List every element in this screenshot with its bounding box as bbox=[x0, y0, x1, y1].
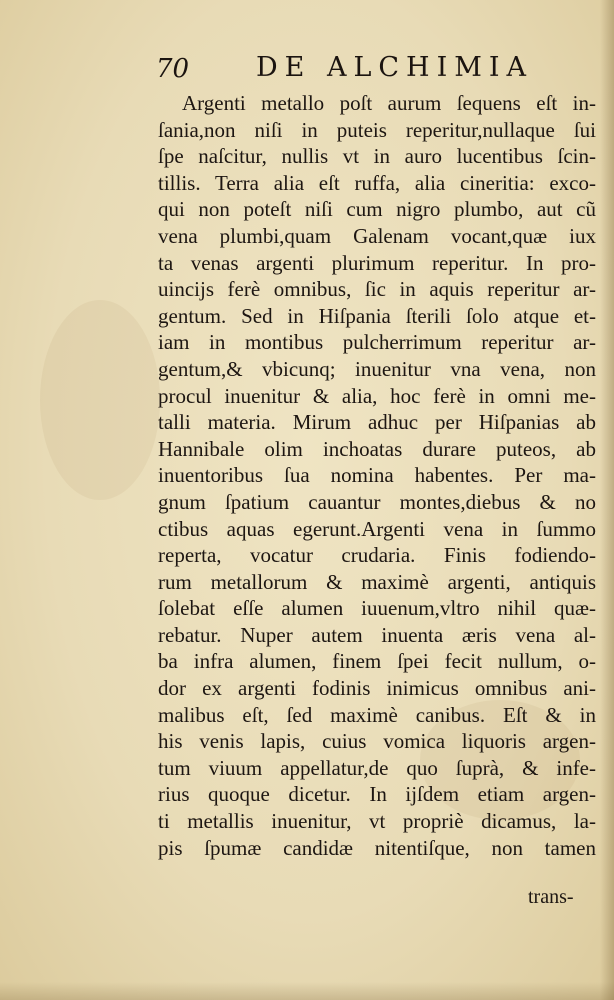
text-line: rebatur. Nuper autem inuenta æris vena al- bbox=[158, 622, 596, 647]
page-edge-shadow bbox=[600, 0, 614, 1000]
text-line: procul inuenitur & alia, hoc ferè in omni me- bbox=[158, 383, 596, 408]
text-line: ta venas argenti plurimum reperitur. In pro- bbox=[158, 250, 596, 275]
text-line: Hannibale olim inchoatas durare puteos, ab bbox=[158, 436, 596, 461]
page-header bbox=[156, 52, 596, 92]
text-line: ti metallis inuenitur, vt propriè dicamus, la- bbox=[158, 809, 596, 834]
page-number: 70 bbox=[156, 54, 190, 84]
text-line: his venis lapis, cuius vomica liquoris argen- bbox=[158, 729, 596, 754]
text-line: vena plumbi,quam Galenam vocant,quæ iux bbox=[158, 223, 596, 248]
text-line: rum metallorum & maximè argenti, antiquis bbox=[158, 569, 596, 594]
text-line: gentum,& vbicunq; inuenitur vna vena, non bbox=[158, 356, 596, 381]
text-line: ſpe naſcitur, nullis vt in auro lucentibus ſcin- bbox=[158, 144, 596, 169]
text-line: gentum. Sed in Hiſpania ſterili ſolo atque et- bbox=[158, 303, 596, 328]
text-line: talli materia. Mirum adhuc per Hiſpanias ab bbox=[158, 410, 596, 435]
text-line: tum viuum appellatur,de quo ſuprà, & infe- bbox=[158, 755, 596, 780]
text-line: qui non poteſt niſi cum nigro plumbo, aut cũ bbox=[158, 197, 596, 222]
text-line: inuentoribus ſua nomina habentes. Per ma- bbox=[158, 463, 596, 488]
text-line: pis ſpumæ candidæ nitentiſque, non tamen bbox=[158, 835, 596, 860]
text-line: reperta, vocatur crudaria. Finis fodiendo- bbox=[158, 543, 596, 568]
text-line: dor ex argenti fodinis inimicus omnibus ani- bbox=[158, 676, 596, 701]
paper-stain bbox=[40, 300, 160, 500]
text-line: ctibus aquas egerunt.Argenti vena in ſummo bbox=[158, 516, 596, 541]
text-line: rius quoque dicetur. In ijſdem etiam argen- bbox=[158, 782, 596, 807]
text-line: iam in montibus pulcherrimum reperitur ar- bbox=[158, 330, 596, 355]
text-line: Argenti metallo poſt aurum ſequens eſt in- bbox=[182, 91, 596, 115]
page-edge-shadow bbox=[0, 982, 614, 1000]
text-line: gnum ſpatium cauantur montes,diebus & no bbox=[158, 489, 596, 514]
text-line: tillis. Terra alia eſt ruffa, alia cineritia: exco- bbox=[158, 170, 596, 195]
text-line: uincijs ferè omnibus, ſic in aquis reperitur ar- bbox=[158, 277, 596, 302]
catchword: trans- bbox=[528, 886, 574, 908]
text-line: ſania,non niſi in puteis reperitur,nullaque ſui bbox=[158, 117, 596, 142]
text-line: ſolebat eſſe alumen iuuenum,vltro nihil quæ- bbox=[158, 596, 596, 621]
body-text bbox=[158, 90, 596, 861]
text-line: malibus eſt, ſed maximè canibus. Eſt & in bbox=[158, 702, 596, 727]
running-head: DE ALCHIMIA bbox=[256, 52, 534, 83]
text-line: ba infra alumen, finem ſpei fecit nullum, o- bbox=[158, 649, 596, 674]
